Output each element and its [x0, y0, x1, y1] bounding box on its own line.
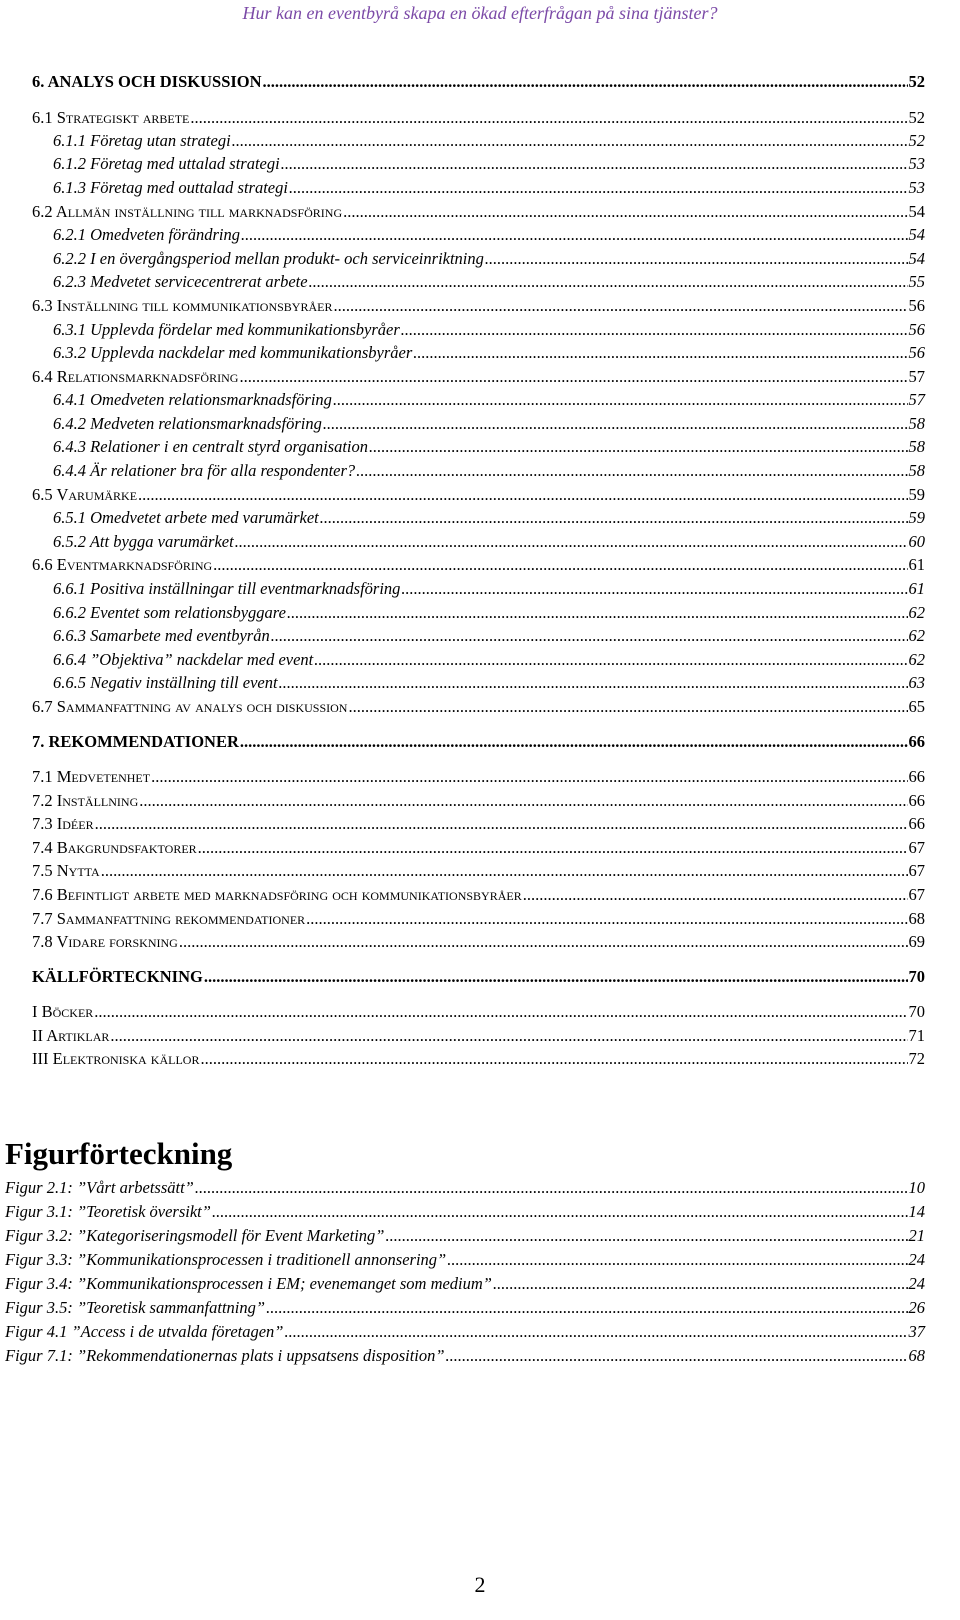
toc-entry-title: 6.3.2 Upplevda nackdelar med kommunikationsbyråer	[53, 343, 413, 362]
toc-entry[interactable]	[32, 506, 925, 530]
figure-entry[interactable]	[5, 1176, 925, 1200]
toc-entry-page: 54	[908, 202, 925, 221]
toc-entry-title: 6.6.5 Negativ inställning till event	[53, 673, 278, 692]
toc-entry-title: 6.4.4 Är relationer bra för alla respondenter?	[53, 461, 356, 480]
dot-leader	[287, 601, 908, 625]
figure-entry[interactable]	[5, 1272, 925, 1296]
toc-entry-page: 52	[908, 131, 925, 150]
toc-entry-title: 6.2 Allmän inställning till marknadsföring	[32, 202, 343, 221]
dot-leader	[309, 270, 908, 294]
dot-leader	[94, 1000, 907, 1024]
dot-leader	[110, 1024, 907, 1048]
dot-leader	[198, 836, 908, 860]
toc-entry[interactable]	[32, 930, 925, 954]
toc-entry-title: 6.4.1 Omedveten relationsmarknadsföring	[53, 390, 332, 409]
toc-entry-page: 57	[908, 390, 925, 409]
toc-entry-title: 7.5 Nytta	[32, 861, 100, 880]
toc-entry-title: 6.3.1 Upplevda fördelar med kommunikationsbyråer	[53, 320, 400, 339]
dot-leader	[266, 1296, 907, 1320]
toc-entry[interactable]	[32, 965, 925, 989]
toc-entry[interactable]	[32, 836, 925, 860]
dot-leader	[523, 883, 908, 907]
toc-entry-title: 7.7 Sammanfattning rekommendationer	[32, 909, 306, 928]
toc-entry[interactable]	[32, 624, 925, 648]
toc-entry[interactable]	[32, 671, 925, 695]
dot-leader	[343, 200, 907, 224]
dot-leader	[314, 648, 907, 672]
toc-entry-title: 6.5.2 Att bygga varumärket	[53, 532, 234, 551]
figure-entry-title: Figur 3.3: ”Kommunikationsprocessen i traditionell annonsering”	[5, 1250, 447, 1269]
figure-entry-page: 68	[908, 1346, 925, 1365]
toc-entry-page: 62	[908, 626, 925, 645]
toc-entry-page: 58	[908, 461, 925, 480]
toc-entry-page: 62	[908, 650, 925, 669]
dot-leader	[95, 812, 908, 836]
toc-entry-title: 6.1.2 Företag med uttalad strategi	[53, 154, 280, 173]
dot-leader	[289, 176, 908, 200]
toc-entry-title: 7. REKOMMENDATIONER	[32, 732, 239, 751]
dot-leader	[195, 1176, 908, 1200]
toc-entry[interactable]	[32, 176, 925, 200]
dot-leader	[101, 859, 908, 883]
figure-entry-page: 24	[908, 1250, 925, 1269]
dot-leader	[263, 70, 908, 94]
toc-entry[interactable]	[32, 577, 925, 601]
toc-entry-title: 6.7 Sammanfattning av analys och diskussion	[32, 697, 348, 716]
figure-entry-page: 21	[908, 1226, 925, 1245]
toc-entry[interactable]	[32, 553, 925, 577]
dot-leader	[284, 1320, 907, 1344]
dot-leader	[213, 553, 907, 577]
toc-entry-title: 6.4.2 Medveten relationsmarknadsföring	[53, 414, 322, 433]
toc-entry[interactable]	[32, 200, 925, 224]
toc-entry[interactable]	[32, 106, 925, 130]
toc-entry-title: 6.2.1 Omedveten förändring	[53, 225, 240, 244]
figures-heading: Figurförteckning	[5, 1136, 233, 1171]
toc-entry-page: 53	[908, 154, 925, 173]
figure-entry-title: Figur 3.1: ”Teoretisk översikt”	[5, 1202, 211, 1221]
dot-leader	[200, 1047, 907, 1071]
figure-entry[interactable]	[5, 1344, 925, 1368]
toc-entry-title: 7.2 Inställning	[32, 791, 139, 810]
toc-entry-title: 6.2.3 Medvetet servicecentrerat arbete	[53, 272, 308, 291]
toc-entry-page: 67	[908, 861, 925, 880]
dot-leader	[320, 506, 908, 530]
toc-entry-page: 57	[908, 367, 925, 386]
toc-entry[interactable]	[32, 601, 925, 625]
toc-entry-page: 68	[908, 909, 925, 928]
toc-entry-page: 56	[908, 296, 925, 315]
dot-leader	[204, 965, 908, 989]
dot-leader	[401, 577, 907, 601]
toc-entry-title: 6.1.3 Företag med outtalad strategi	[53, 178, 288, 197]
dot-leader	[356, 459, 907, 483]
toc-entry-page: 59	[908, 485, 925, 504]
dot-leader	[323, 412, 908, 436]
toc-entry-title: 6.4.3 Relationer i en centralt styrd organisation	[53, 437, 368, 456]
toc-entry-title: 7.1 Medvetenhet	[32, 767, 151, 786]
toc-entry-page: 52	[908, 72, 925, 91]
toc-entry-page: 55	[908, 272, 925, 291]
toc-entry[interactable]	[32, 412, 925, 436]
figure-entry[interactable]	[5, 1248, 925, 1272]
dot-leader	[333, 294, 907, 318]
dot-leader	[232, 129, 908, 153]
toc-entry[interactable]	[32, 859, 925, 883]
figure-entry-page: 26	[908, 1298, 925, 1317]
figure-entry-title: Figur 3.5: ”Teoretisk sammanfattning”	[5, 1298, 266, 1317]
dot-leader	[413, 341, 907, 365]
dot-leader	[369, 435, 908, 459]
toc-entry-title: 6.4 Relationsmarknadsföring	[32, 367, 239, 386]
dot-leader	[241, 223, 908, 247]
dot-leader	[348, 695, 907, 719]
toc-entry-page: 69	[908, 932, 925, 951]
toc-entry-page: 66	[908, 814, 925, 833]
toc-entry-page: 61	[908, 555, 925, 574]
toc-entry-title: 6.1 Strategiskt arbete	[32, 108, 190, 127]
toc-entry-page: 53	[908, 178, 925, 197]
toc-entry-title: 6.6.2 Eventet som relationsbyggare	[53, 603, 286, 622]
dot-leader	[239, 365, 907, 389]
toc-entry[interactable]	[32, 730, 925, 754]
dot-leader	[179, 930, 908, 954]
toc-entry-title: 7.4 Bakgrundsfaktorer	[32, 838, 197, 857]
dot-leader	[446, 1344, 908, 1368]
toc-entry[interactable]	[32, 648, 925, 672]
dot-leader	[306, 907, 907, 931]
toc-entry[interactable]	[32, 294, 925, 318]
figure-entry-page: 24	[908, 1274, 925, 1293]
figure-entry[interactable]	[5, 1296, 925, 1320]
figure-entry[interactable]	[5, 1320, 925, 1344]
toc-entry[interactable]	[32, 129, 925, 153]
dot-leader	[235, 530, 908, 554]
toc-entry-title: 6.6.1 Positiva inställningar till eventmarknadsföring	[53, 579, 401, 598]
toc-entry-title: 6.6.4 ”Objektiva” nackdelar med event	[53, 650, 314, 669]
figure-entry-page: 10	[908, 1178, 925, 1197]
toc-entry-page: 54	[908, 225, 925, 244]
toc-entry[interactable]	[32, 883, 925, 907]
figure-entry-title: Figur 3.4: ”Kommunikationsprocessen i EM; evenemanget som medium”	[5, 1274, 492, 1293]
toc-entry-page: 58	[908, 414, 925, 433]
toc-entry[interactable]	[32, 907, 925, 931]
toc-entry-page: 63	[908, 673, 925, 692]
toc-entry-page: 58	[908, 437, 925, 456]
toc-entry-page: 67	[908, 838, 925, 857]
toc-entry[interactable]	[32, 223, 925, 247]
toc-entry[interactable]	[32, 70, 925, 94]
toc-entry[interactable]	[32, 318, 925, 342]
toc-entry[interactable]	[32, 341, 925, 365]
toc-entry-page: 66	[908, 732, 925, 751]
toc-entry-page: 61	[908, 579, 925, 598]
dot-leader	[139, 789, 907, 813]
toc-entry[interactable]	[32, 812, 925, 836]
toc-entry-title: 6.5 Varumärke	[32, 485, 138, 504]
toc-entry-title: 6.6.3 Samarbete med eventbyrån	[53, 626, 270, 645]
toc-entry[interactable]	[32, 247, 925, 271]
toc-entry-page: 72	[908, 1049, 925, 1068]
toc-entry-title: 6.1.1 Företag utan strategi	[53, 131, 231, 150]
toc-entry-page: 71	[908, 1026, 925, 1045]
dot-leader	[271, 624, 908, 648]
figure-entry-title: Figur 2.1: ”Vårt arbetssätt”	[5, 1178, 194, 1197]
dot-leader	[240, 730, 908, 754]
toc-entry[interactable]	[32, 365, 925, 389]
dot-leader	[485, 247, 908, 271]
toc-entry-page: 65	[908, 697, 925, 716]
toc-entry-title: 7.6 Befintligt arbete med marknadsföring och kommunikationsbyråer	[32, 885, 522, 904]
toc-entry[interactable]	[32, 1000, 925, 1024]
page-number: 2	[474, 1572, 486, 1597]
toc-entry[interactable]	[32, 270, 925, 294]
toc-entry-page: 66	[908, 767, 925, 786]
toc-entry-title: 6.2.2 I en övergångsperiod mellan produkt- och serviceinriktning	[53, 249, 484, 268]
toc-entry[interactable]	[32, 765, 925, 789]
figure-entry-title: Figur 7.1: ”Rekommendationernas plats i uppsatsens disposition”	[5, 1346, 445, 1365]
figure-entry-title: Figur 3.2: ”Kategoriseringsmodell för Event Marketing”	[5, 1226, 385, 1245]
dot-leader	[190, 106, 907, 130]
toc-entry[interactable]	[32, 1024, 925, 1048]
figure-entry[interactable]	[5, 1224, 925, 1248]
toc-entry-page: 60	[908, 532, 925, 551]
dot-leader	[281, 152, 908, 176]
toc-entry-page: 66	[908, 791, 925, 810]
dot-leader	[138, 483, 907, 507]
toc-entry-title: 6.3 Inställning till kommunikationsbyråer	[32, 296, 333, 315]
toc-entry-title: 7.8 Vidare forskning	[32, 932, 178, 951]
toc-entry-title: 6. ANALYS OCH DISKUSSION	[32, 72, 262, 91]
dot-leader	[279, 671, 908, 695]
figure-entry-page: 14	[908, 1202, 925, 1221]
running-header: Hur kan en eventbyrå skapa en ökad efterfrågan på sina tjänster?	[242, 3, 718, 23]
toc-entry-page: 70	[908, 967, 925, 986]
toc-entry[interactable]	[32, 152, 925, 176]
toc-entry[interactable]	[32, 789, 925, 813]
toc-entry-page: 67	[908, 885, 925, 904]
dot-leader	[385, 1224, 907, 1248]
list-of-figures	[5, 1176, 925, 1368]
toc-entry[interactable]	[32, 695, 925, 719]
dot-leader	[493, 1272, 908, 1296]
toc-entry-title: KÄLLFÖRTECKNING	[32, 967, 203, 986]
toc-entry[interactable]	[32, 459, 925, 483]
toc-entry-title: II Artiklar	[32, 1026, 110, 1045]
dot-leader	[151, 765, 907, 789]
dot-leader	[333, 388, 908, 412]
toc-entry-page: 56	[908, 343, 925, 362]
toc-entry-title: III Elektroniska källor	[32, 1049, 200, 1068]
figure-entry[interactable]	[5, 1200, 925, 1224]
dot-leader	[212, 1200, 908, 1224]
toc-entry[interactable]	[32, 530, 925, 554]
toc-entry-page: 59	[908, 508, 925, 527]
toc-entry[interactable]	[32, 435, 925, 459]
figure-entry-title: Figur 4.1 ”Access i de utvalda företagen”	[5, 1322, 284, 1341]
toc-entry-page: 52	[908, 108, 925, 127]
toc-entry-page: 56	[908, 320, 925, 339]
dot-leader	[447, 1248, 907, 1272]
toc-entry[interactable]	[32, 483, 925, 507]
toc-entry-title: 6.5.1 Omedvetet arbete med varumärket	[53, 508, 319, 527]
toc-entry[interactable]	[32, 388, 925, 412]
toc-entry-page: 54	[908, 249, 925, 268]
toc-entry-page: 62	[908, 603, 925, 622]
toc-entry-title: 7.3 Idéer	[32, 814, 94, 833]
toc-entry-title: I Böcker	[32, 1002, 94, 1021]
figure-entry-page: 37	[908, 1322, 925, 1341]
toc-entry-page: 70	[908, 1002, 925, 1021]
toc-entry-title: 6.6 Eventmarknadsföring	[32, 555, 213, 574]
toc-entry[interactable]	[32, 1047, 925, 1071]
dot-leader	[401, 318, 908, 342]
